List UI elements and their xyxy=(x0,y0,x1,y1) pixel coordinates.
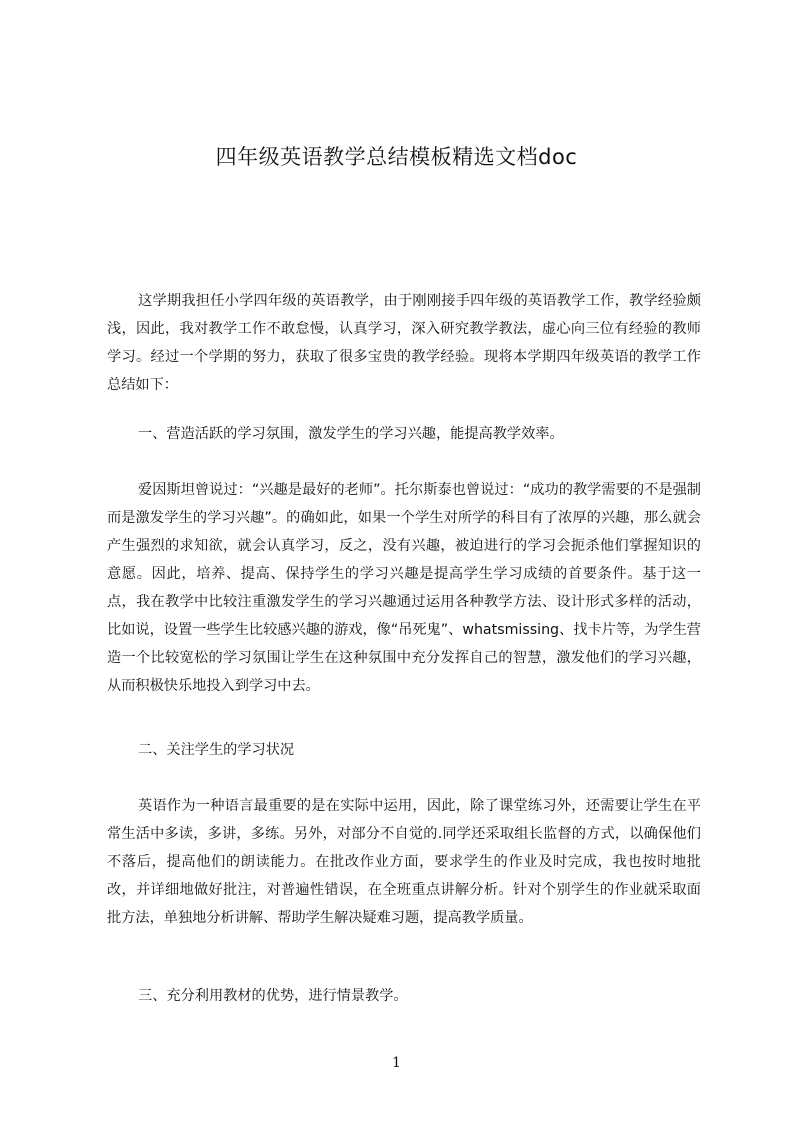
page-number: 1 xyxy=(392,1055,401,1071)
intro-paragraph: 这学期我担任小学四年级的英语教学，由于刚刚接手四年级的英语教学工作，教学经验颇浅，因此，我对教学工作不敢怠慢，认真学习，深入研究教学教法，虚心向三位有经验的教师学习。经过一个学期的努力，获取了很多宝贵的教学经验。现将本学期四年级英语的教学工作总结如下： xyxy=(107,293,701,393)
section-1-paragraph: 爱因斯坦曾说过：“兴趣是最好的老师”。托尔斯泰也曾说过：“成功的教学需要的不是强制而是激发学生的学习兴趣”。的确如此，如果一个学生对所学的科目有了浓厚的兴趣，那么就会产生强烈的求知欲，就会认真学习，反之，没有兴趣，被迫进行的学习会扼杀他们掌握知识的意愿。因此，培养、提高、保持学生的学习兴趣是提高学生学习成绩的首要条件。基于这一点，我在教学中比较注重激发学生的学习兴趣通过运用各种教学方法、设计形式多样的活动，比如说，设置一些学生比较感兴趣的游戏，像“吊死鬼”、whatsmissing、找卡片等，为学生营造一个比较宽松的学习氛围让学生在这种氛围中充分发挥自己的智慧，激发他们的学习兴趣，从而积极快乐地投入到学习中去。 xyxy=(107,482,701,694)
section-heading-1: 一、营造活跃的学习氛围，激发学生的学习兴趣，能提高教学效率。 xyxy=(138,426,564,442)
section-heading-3: 三、充分利用教材的优势，进行情景教学。 xyxy=(138,988,408,1004)
section-heading-2: 二、关注学生的学习状况 xyxy=(138,742,295,758)
document-title: 四年级英语教学总结模板精选文档doc xyxy=(215,145,578,169)
section-2-paragraph: 英语作为一种语言最重要的是在实际中运用，因此，除了课堂练习外，还需要让学生在平常生活中多读，多讲，多练。另外，对部分不自觉的.同学还采取组长监督的方式，以确保他们不落后，提高他们的朗读能力。在批改作业方面，要求学生的作业及时完成，我也按时地批改，并详细地做好批注，对普遍性错误，在全班重点讲解分析。针对个别学生的作业就采取面批方法，单独地分析讲解、帮助学生解决疑难习题，提高教学质量。 xyxy=(107,798,701,926)
